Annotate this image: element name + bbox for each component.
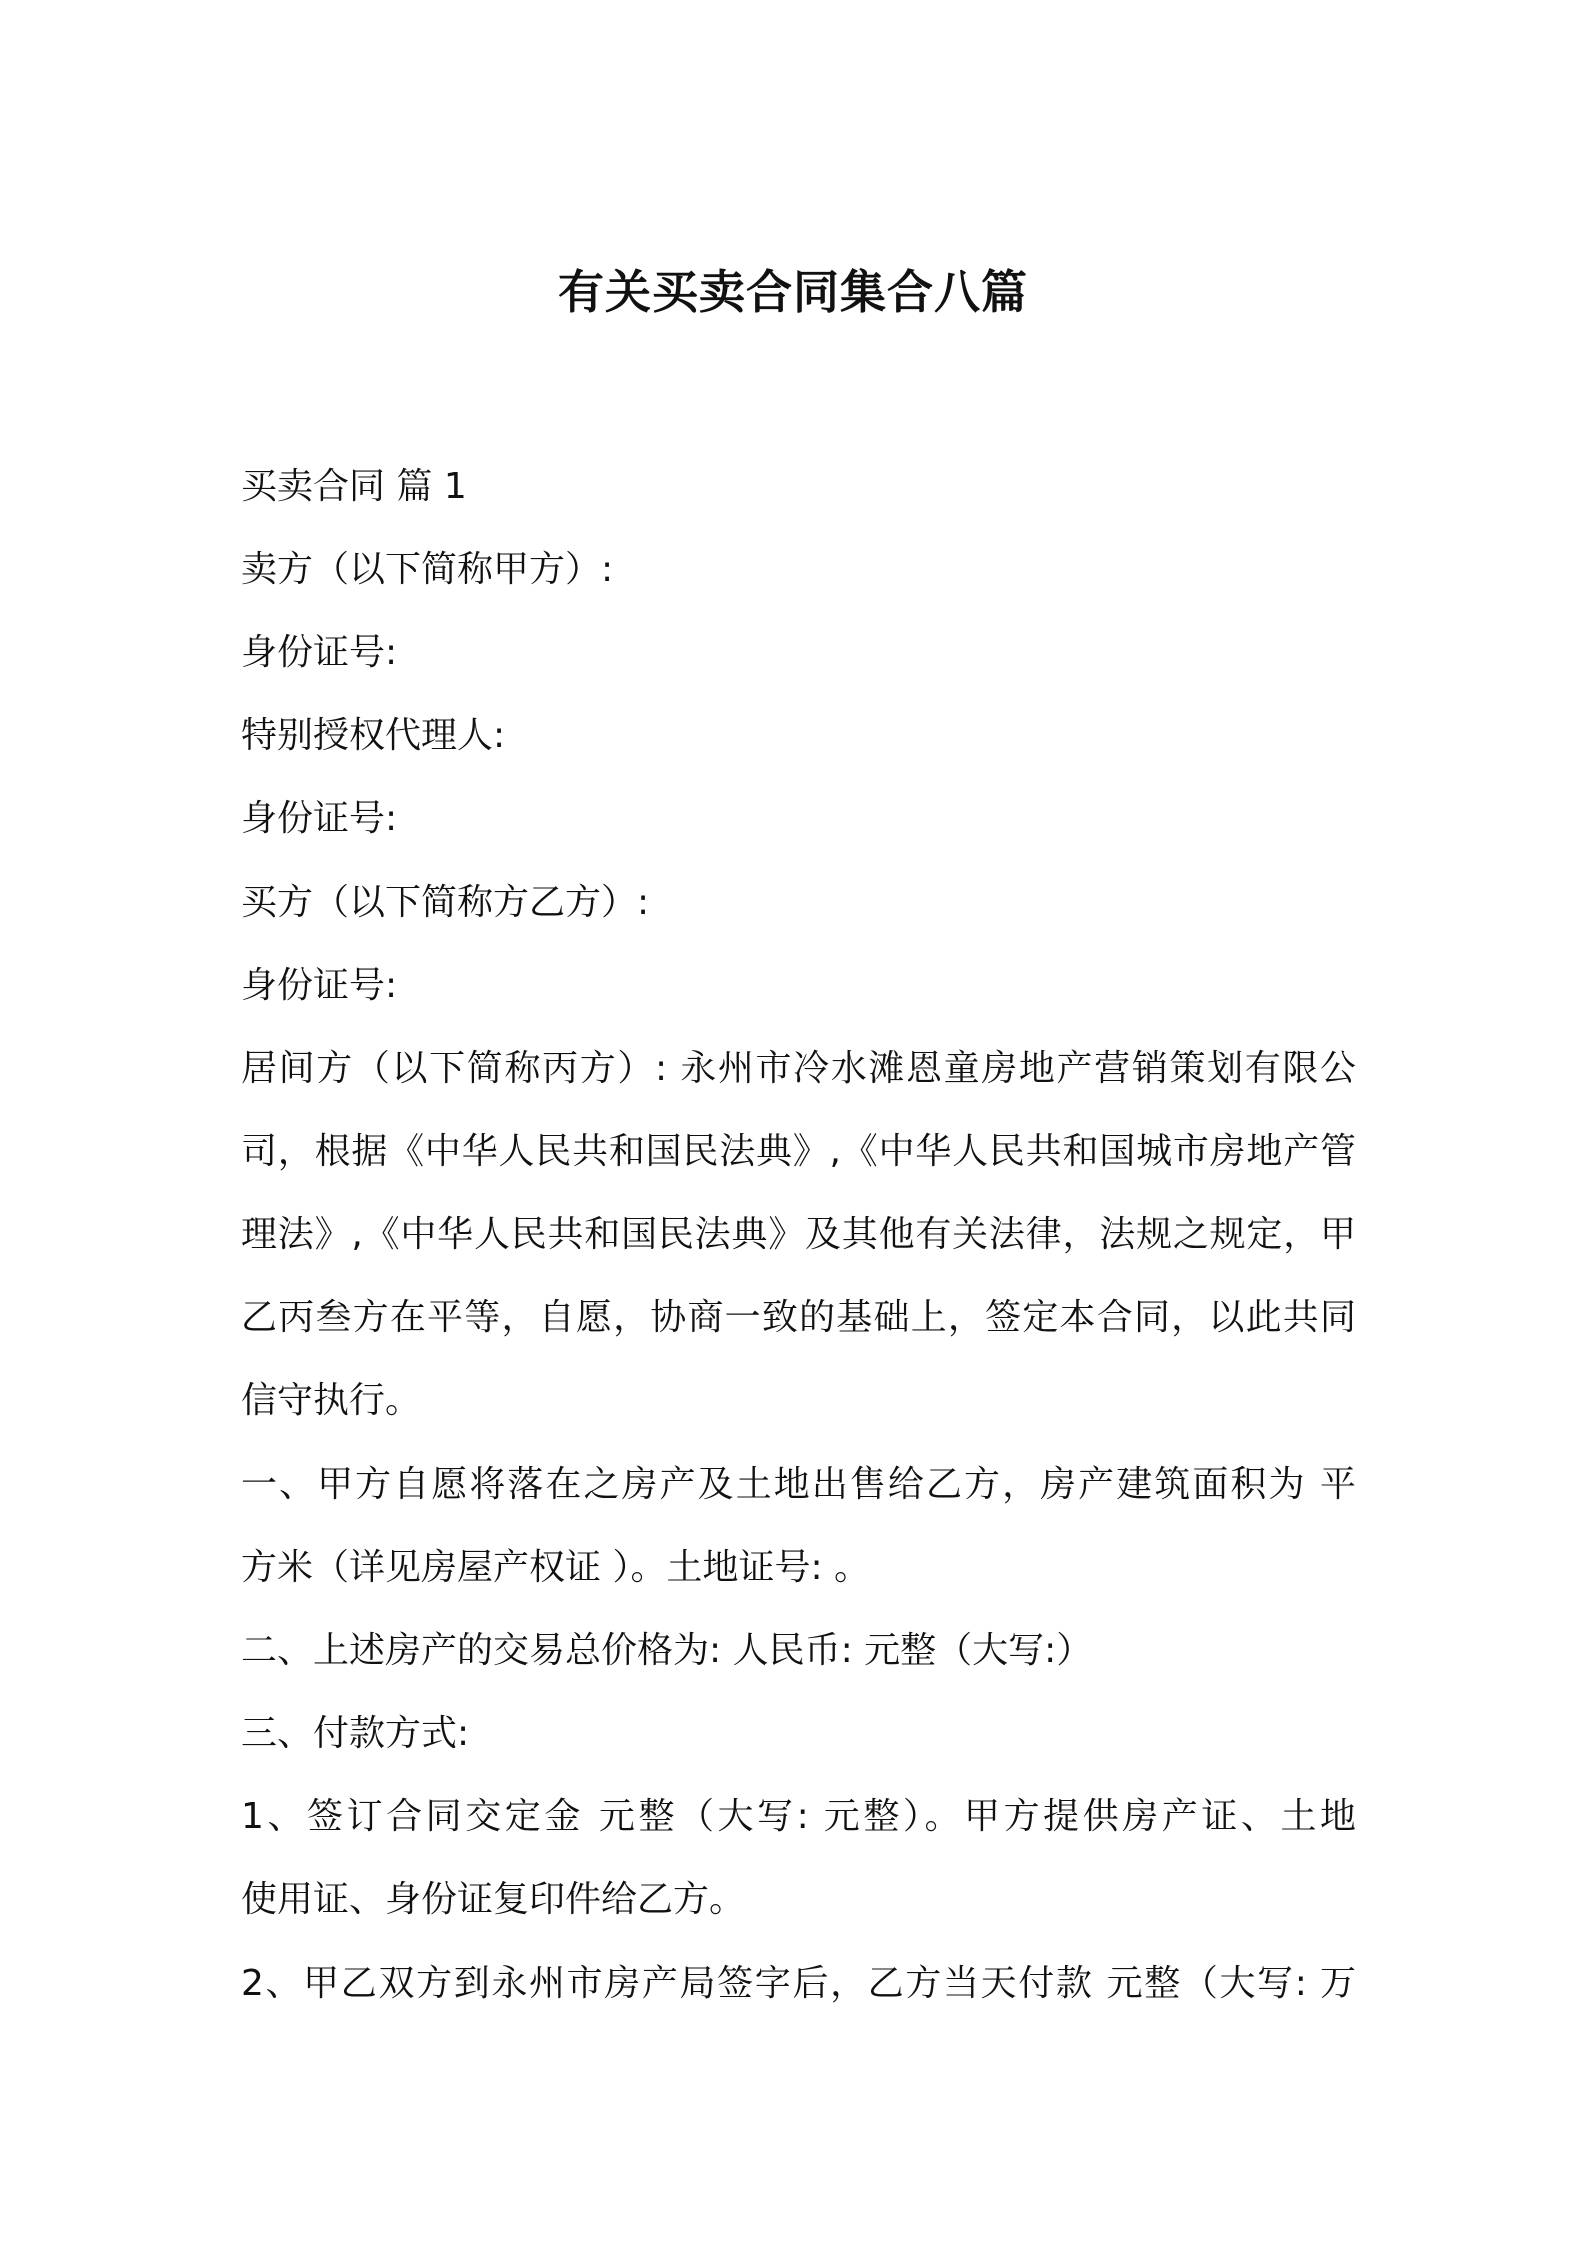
- text-line: 身份证号:: [241, 798, 398, 839]
- text-line: 2、甲乙双方到永州市房产局签字后，乙方当天付款 元整（大写: 万: [241, 1963, 1356, 2004]
- text-line: 使用证、身份证复印件给乙方。: [241, 1879, 746, 1920]
- text-line: 二、上述房产的交易总价格为: 人民币: 元整（大写:）: [241, 1630, 1093, 1671]
- text-line: 乙丙叁方在平等，自愿，协商一致的基础上，签定本合同，以此共同: [241, 1297, 1356, 1338]
- text-line: 居间方（以下简称丙方）: 永州市冷水滩恩童房地产营销策划有限公: [241, 1048, 1356, 1089]
- text-line: 司，根据《中华人民共和国民法典》,《中华人民共和国城市房地产管: [241, 1131, 1356, 1172]
- text-line: 三、付款方式:: [241, 1713, 470, 1754]
- document-title: 有关买卖合同集合八篇: [558, 265, 1028, 319]
- text-line: 卖方（以下简称甲方）:: [241, 549, 614, 590]
- section-heading: 买卖合同 篇 1: [241, 466, 467, 507]
- text-line: 方米（详见房屋产权证 ）。土地证号: 。: [241, 1547, 871, 1588]
- text-line: 1、签订合同交定金 元整（大写: 元整）。甲方提供房产证、土地: [241, 1796, 1356, 1837]
- text-line: 身份证号:: [241, 632, 398, 673]
- text-line: 买方（以下简称方乙方）:: [241, 882, 650, 923]
- text-line: 一、甲方自愿将落在之房产及土地出售给乙方，房产建筑面积为 平: [241, 1464, 1356, 1505]
- text-line: 信守执行。: [241, 1380, 422, 1421]
- text-line: 特别授权代理人:: [241, 715, 506, 756]
- text-line: 身份证号:: [241, 965, 398, 1006]
- text-line: 理法》,《中华人民共和国民法典》及其他有关法律，法规之规定，甲: [241, 1214, 1356, 1255]
